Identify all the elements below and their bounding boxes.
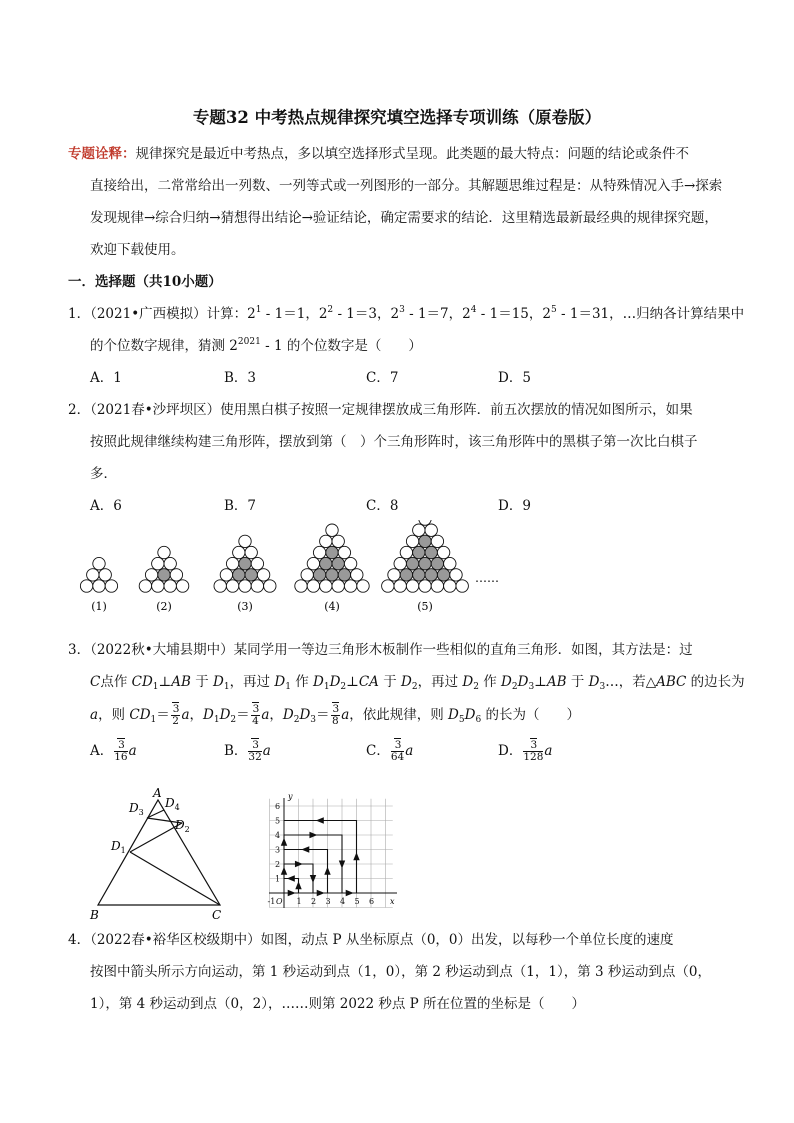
- q1-option-c: C．7: [366, 370, 399, 386]
- y-tick-label: 3: [275, 845, 281, 855]
- y-tick-label: 2: [275, 860, 281, 869]
- black-piece: [326, 546, 338, 558]
- path-arrow: [288, 876, 294, 881]
- white-piece: [351, 569, 363, 581]
- segment-cd1: [130, 852, 220, 905]
- q2-option-c: C．8: [366, 498, 399, 514]
- motion-path: [284, 821, 357, 894]
- label-d2: $D_2$: [175, 818, 190, 834]
- white-piece: [307, 580, 319, 592]
- white-piece: [214, 580, 226, 592]
- continuation-dots: ……: [475, 571, 499, 585]
- white-piece: [400, 546, 412, 558]
- page-title: 专题32 中考热点规律探究填空选择专项训练（原卷版）: [192, 108, 602, 127]
- white-piece: [425, 524, 437, 536]
- label-d4: $D_4$: [165, 796, 180, 812]
- y-tick-label: 5: [275, 816, 281, 826]
- white-piece: [406, 580, 418, 592]
- white-piece: [257, 569, 269, 581]
- black-piece: [419, 535, 431, 547]
- white-piece: [413, 524, 425, 536]
- caption-5: (5): [417, 600, 433, 613]
- q1-line-2: 的个位数字规律，猜测 $2^{2021} - 1$ 的个位数字是（ ）: [90, 337, 422, 354]
- white-piece: [139, 580, 151, 592]
- q2-line-2: 按照此规律继续构建三角形阵，摆放到第（ ）个三角形阵时，该三角形阵中的黑棋子第一次比白棋子: [90, 434, 698, 450]
- white-piece: [152, 580, 164, 592]
- x-tick-label: O: [276, 897, 283, 906]
- white-piece: [295, 580, 307, 592]
- white-piece: [164, 557, 176, 569]
- x-tick-label: 4: [340, 897, 346, 906]
- q2-line-3: 多．: [90, 466, 117, 482]
- white-piece: [444, 580, 456, 592]
- intro-line-2: 直接给出，二常常给出一列数、一列等式或一列图形的一部分。其解题思维过程是：从特殊情况入手→探索: [90, 178, 723, 194]
- path-arrow: [288, 891, 294, 896]
- intro-line-3: 发现规律→综合归纳→猜想得出结论→验证结论，确定需要求的结论．这里精选最新最经典的规律探究题，: [90, 210, 718, 226]
- white-piece: [456, 580, 468, 592]
- q2-option-a: A．6: [90, 498, 122, 514]
- white-piece: [320, 535, 332, 547]
- white-piece: [388, 569, 400, 581]
- white-piece: [226, 580, 238, 592]
- black-piece: [326, 569, 338, 581]
- path-arrow: [303, 847, 309, 852]
- label-a: A: [153, 786, 162, 800]
- chess-triangle-figure: [70, 520, 510, 630]
- x-tick-label: -1: [267, 897, 276, 906]
- q2-option-d: D．9: [498, 498, 531, 514]
- black-piece: [431, 557, 443, 569]
- q1-option-d: D．5: [498, 370, 531, 386]
- intro-line-1: 专题诠释：规律探究是最近中考热点，多以填空选择形式呈现。此类题的最大特点：问题的结论或条件不: [68, 146, 689, 162]
- white-piece: [164, 580, 176, 592]
- path-arrow: [346, 891, 352, 896]
- q4-line-2: 按图中箭头所示方向运动，第 1 秒运动到点（1，0），第 2 秒运动到点（1，1），第 3 秒运动到点（0，: [90, 964, 711, 980]
- x-axis-label: x: [390, 897, 395, 906]
- triangle-figure: [85, 782, 245, 922]
- black-piece: [239, 557, 251, 569]
- coordinate-path-figure: [255, 790, 405, 915]
- q3-option-a: A． $\frac{3}{16}$ a: [90, 739, 137, 763]
- white-piece: [394, 580, 406, 592]
- y-tick-label: 1: [275, 874, 281, 884]
- label-d3: $D_3$: [129, 801, 144, 817]
- path-arrow: [317, 818, 323, 823]
- path-arrow: [354, 854, 359, 860]
- white-piece: [419, 580, 431, 592]
- white-piece: [93, 580, 105, 592]
- black-piece: [425, 546, 437, 558]
- white-piece: [450, 569, 462, 581]
- black-piece: [332, 557, 344, 569]
- white-piece: [226, 557, 238, 569]
- white-piece: [431, 535, 443, 547]
- white-piece: [87, 569, 99, 581]
- white-piece: [99, 569, 111, 581]
- caption-1: (1): [91, 600, 107, 613]
- white-piece: [220, 569, 232, 581]
- white-piece: [239, 580, 251, 592]
- path-arrow: [317, 891, 323, 896]
- white-piece: [105, 580, 117, 592]
- white-piece: [406, 535, 418, 547]
- path-arrow: [296, 883, 301, 889]
- black-piece: [437, 569, 449, 581]
- x-tick-label: 5: [354, 897, 360, 906]
- y-axis-label: y: [288, 792, 293, 801]
- white-piece: [444, 557, 456, 569]
- black-piece: [313, 569, 325, 581]
- white-piece: [394, 557, 406, 569]
- q2-option-b: B．7: [224, 498, 257, 514]
- caption-3: (3): [237, 600, 253, 613]
- q2-line-1: 2．（2021春•沙坪坝区）使用黑白棋子按照一定规律摆放成三角形阵．前五次摆放的情况如图所示，如果: [68, 402, 693, 418]
- black-piece: [233, 569, 245, 581]
- black-piece: [406, 557, 418, 569]
- white-piece: [170, 569, 182, 581]
- black-piece: [338, 569, 350, 581]
- black-piece: [419, 557, 431, 569]
- white-piece: [338, 546, 350, 558]
- white-piece: [93, 557, 105, 569]
- q3-line-1: 3．（2022秋•大埔县期中）某同学用一等边三角形木板制作一些相似的直角三角形．如图，其方法是：过: [68, 642, 693, 658]
- q4-line-1: 4．（2022春•裕华区校级期中）如图，动点 P 从坐标原点（0，0）出发，以每秒一个单位长度的速度: [68, 932, 674, 948]
- white-piece: [158, 546, 170, 558]
- q3-line-2: C点作 $CD_1\perp AB$ 于 $D_1$，再过 $D_1$ 作 $D_1D_2\perp CA$ 于 $D_2$，再过 $D_2$ 作 $D_2D_3\perp AB$ 于 $D_3\dots$，若△ABC 的边长为: [90, 674, 745, 692]
- q3-line-3: a，则 $CD_1=$ $\frac{3}{2}$ a，$D_1D_2=$ $\frac{3}{4}$ a，$D_2D_3=$ $\frac{3}{8}$ a，依此规律，则 $D_5D_6$ 的长为（ ）: [90, 703, 580, 727]
- white-piece: [332, 580, 344, 592]
- q3-option-d: D． $\frac{3}{128}$ a: [498, 739, 553, 763]
- caption-4: (4): [324, 600, 340, 613]
- white-piece: [239, 535, 251, 547]
- white-piece: [437, 546, 449, 558]
- white-piece: [80, 580, 92, 592]
- x-tick-label: 1: [296, 897, 302, 906]
- white-piece: [326, 524, 338, 536]
- q1-option-b: B．3: [224, 370, 257, 386]
- white-piece: [301, 569, 313, 581]
- label-d1: $D_1$: [111, 839, 126, 855]
- path-arrow: [296, 862, 302, 867]
- x-tick-label: 2: [311, 897, 317, 906]
- white-piece: [357, 580, 369, 592]
- white-piece: [344, 580, 356, 592]
- black-piece: [413, 569, 425, 581]
- path-arrow: [325, 868, 330, 874]
- white-piece: [233, 546, 245, 558]
- white-piece: [264, 580, 276, 592]
- white-piece: [176, 580, 188, 592]
- path-arrow: [310, 833, 316, 838]
- white-piece: [344, 557, 356, 569]
- white-piece: [251, 580, 263, 592]
- white-piece: [152, 557, 164, 569]
- intro-line-4: 欢迎下载使用。: [90, 242, 185, 258]
- q4-line-3: 1），第 4 秒运动到点（0，2），……则第 2022 秒点 P 所在位置的坐标是（ ）: [90, 996, 586, 1012]
- white-piece: [320, 580, 332, 592]
- path-arrow: [282, 868, 287, 874]
- path-arrow: [282, 839, 287, 845]
- black-piece: [400, 569, 412, 581]
- x-tick-label: 6: [369, 897, 375, 906]
- q1-option-a: A．1: [90, 370, 122, 386]
- q3-option-b: B． $\frac{3}{32}$ a: [224, 739, 271, 763]
- black-piece: [320, 557, 332, 569]
- path-arrow: [311, 876, 316, 882]
- white-piece: [145, 569, 157, 581]
- white-piece: [313, 546, 325, 558]
- white-piece: [431, 580, 443, 592]
- black-piece: [245, 569, 257, 581]
- label-c: C: [212, 908, 222, 922]
- q3-option-c: C． $\frac{3}{64}$ a: [366, 739, 414, 763]
- white-piece: [307, 557, 319, 569]
- y-tick-label: 4: [275, 831, 281, 840]
- black-piece: [413, 546, 425, 558]
- white-piece: [382, 580, 394, 592]
- black-piece: [158, 569, 170, 581]
- white-piece: [251, 557, 263, 569]
- intro-label: 专题诠释：: [68, 146, 136, 162]
- y-tick-label: 6: [275, 802, 281, 811]
- white-piece: [332, 535, 344, 547]
- white-piece: [245, 546, 257, 558]
- q1-line-1: 1．（2021•广西模拟）计算：$2^1 - 1=1$，$2^2 - 1=3$，$2^3 - 1=7$，$2^4 - 1=15$，$2^5 - 1=31$，…归纳各计算结果中: [68, 305, 745, 322]
- black-piece: [425, 569, 437, 581]
- path-arrow: [340, 861, 345, 867]
- section-heading: 一．选择题（共10小题）: [68, 274, 222, 290]
- label-b: B: [90, 908, 99, 922]
- x-tick-label: 3: [325, 897, 331, 906]
- caption-2: (2): [156, 600, 172, 613]
